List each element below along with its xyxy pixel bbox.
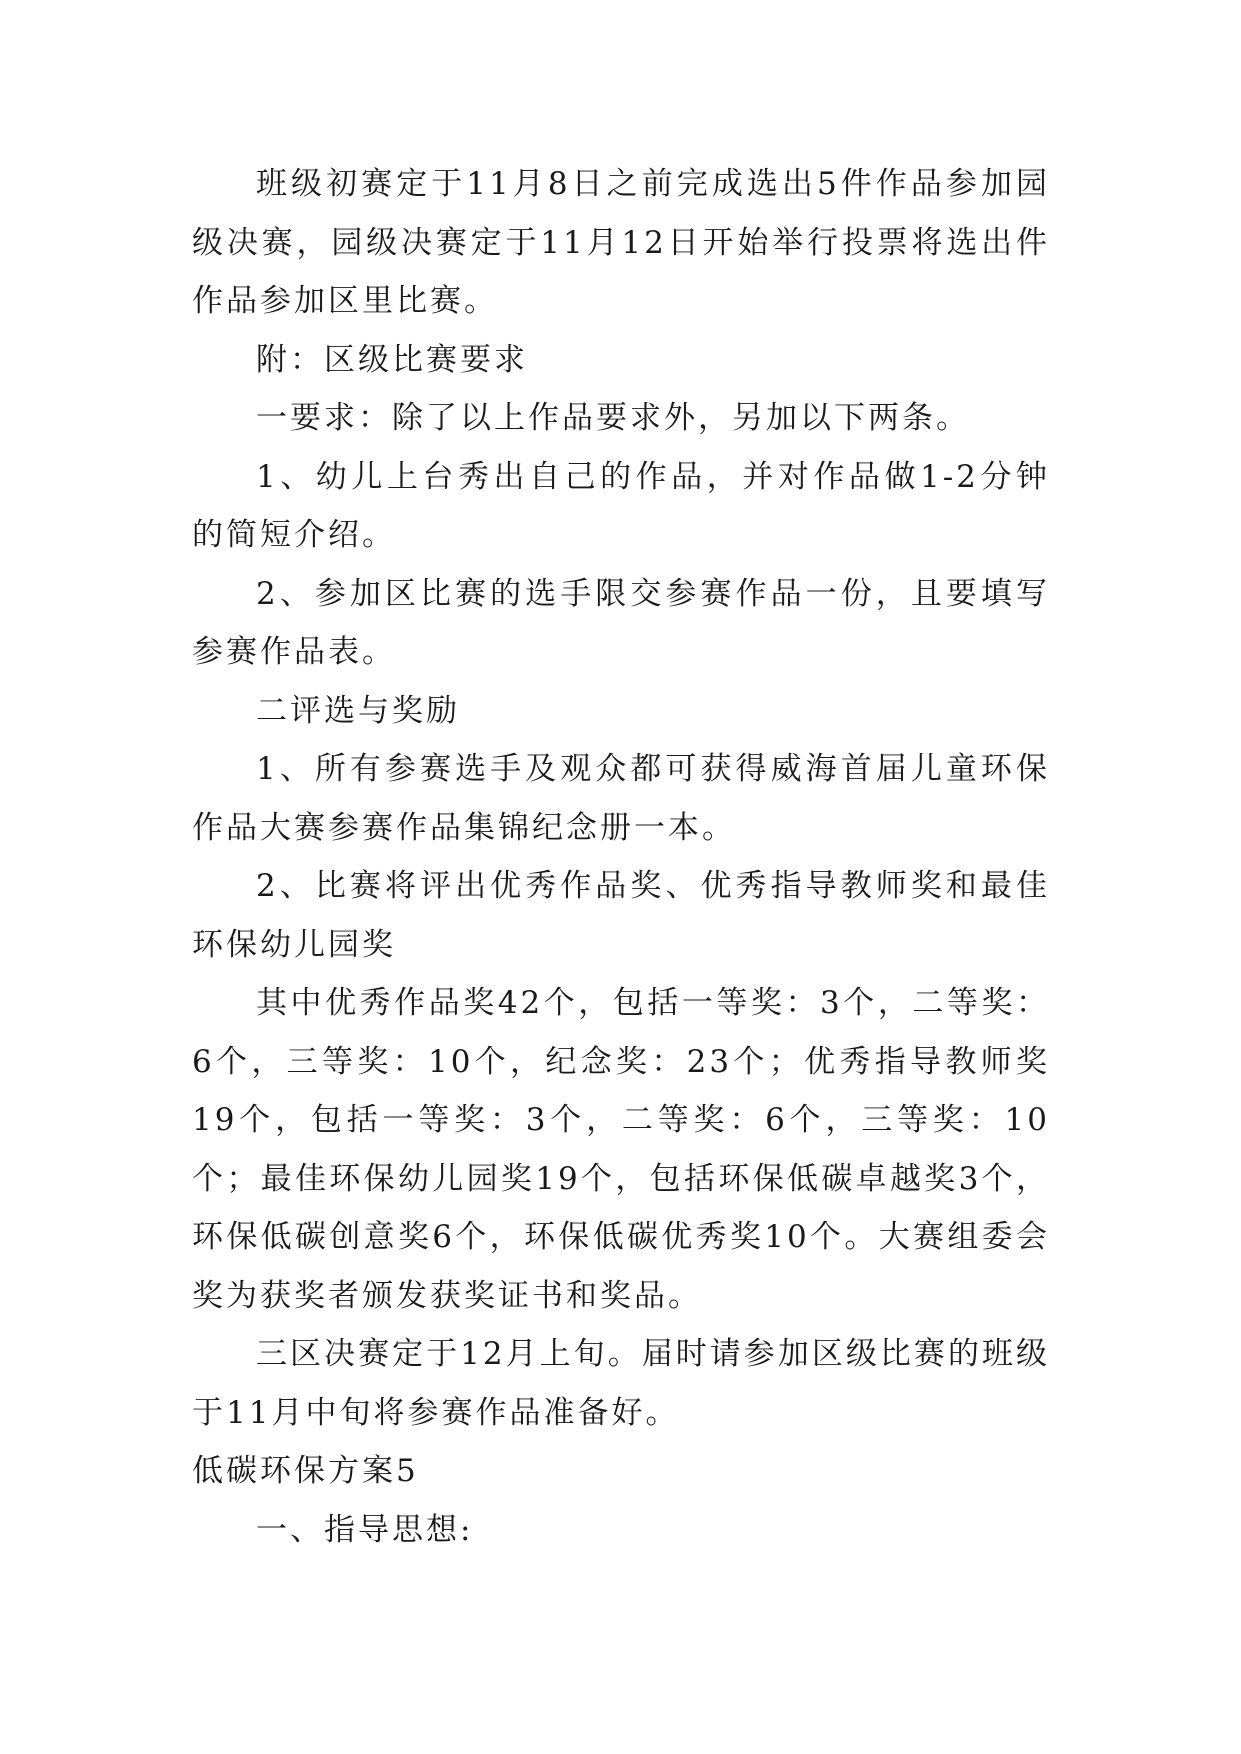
paragraph-guiding-idea: 一、指导思想: [256,1511,474,1548]
document-body [192,155,1050,1559]
paragraph-requirement-2: 2、参加区比赛的选手限交参赛作品一份，且要填写参赛作品表。 [192,575,1050,670]
paragraph-award-1: 1、所有参赛选手及观众都可获得威海首届儿童环保作品大赛参赛作品集锦纪念册一本。 [192,751,1050,846]
section-title: 低碳环保方案5 [192,1453,419,1489]
paragraph-award-2: 2、比赛将评出优秀作品奖、优秀指导教师奖和最佳环保幼儿园奖 [192,868,1050,963]
paragraph-class-preliminary: 班级初赛定于11月8日之前完成选出5件作品参加园级决赛，园级决赛定于11月12日开始举行投票将选出件作品参加区里比赛。 [192,166,1050,319]
paragraph-final-schedule: 三区决赛定于12月上旬。届时请参加区级比赛的班级于11月中旬将参赛作品准备好。 [192,1336,1050,1431]
paragraph-requirements-heading: 一要求：除了以上作品要求外，另加以下两条。 [256,400,970,436]
paragraph-awards-heading: 二评选与奖励 [256,692,460,729]
paragraph-appendix-title: 附：区级比赛要求 [256,341,528,378]
paragraph-requirement-1: 1、幼儿上台秀出自己的作品，并对作品做1-2分钟的简短介绍。 [192,458,1050,553]
paragraph-award-details: 其中优秀作品奖42个，包括一等奖：3个，二等奖：6个，三等奖：10个，纪念奖：23个；优秀指导教师奖19个，包括一等奖：3个，二等奖：6个，三等奖：10个；最佳环保幼儿园奖19个，包括环保低碳卓越奖3个，环保低碳创意奖6个，环保低碳优秀奖10个。大赛组委会奖为获奖者颁发获奖证书和奖品。 [192,985,1050,1314]
